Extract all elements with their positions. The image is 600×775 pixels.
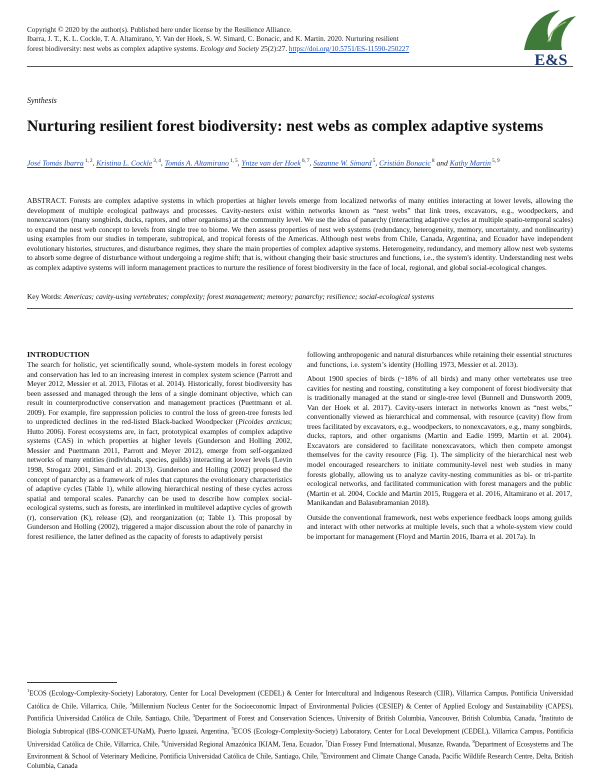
paragraph: Outside the conventional framework, nest webs experience feedback loops among guilds and interact with other networks at multiple levels, such that a whole-system view could be important for management (Floyd and Martin 2016, Ibarra et al. 2017a). In	[307, 512, 572, 541]
citation-header	[27, 26, 497, 54]
footnote-number: 7	[325, 738, 328, 744]
footnote-text: Instituto de Biología Subtropical (IBS-CONICET-UNaM), Puerto Iguazú, Argentina,	[27, 715, 573, 736]
author-name[interactable]: Tomás A. Altamirano	[164, 158, 229, 168]
section-label: Synthesis	[27, 96, 57, 105]
left-column	[27, 350, 292, 546]
footnote-number: 4	[538, 713, 542, 719]
author-list	[27, 156, 573, 169]
footnote-text: Dian Fossey Fund International, Musanze, Rwanda,	[327, 740, 473, 748]
keywords	[27, 292, 587, 302]
footnote-text: Environment and Climate Change Canada, Pacific Wildlife Research Centre, Delta, British Columbia, Canada	[27, 753, 573, 771]
author-name[interactable]: Suzanne W. Simard	[313, 158, 372, 168]
footnote-rule	[27, 682, 117, 683]
citation-line-2: forest biodiversity: nest webs as complex adaptive systems. Ecology and Society 25(2):27. https://doi.org/10.5751/ES-11590-250227	[27, 44, 410, 53]
author-separator: ,	[375, 158, 380, 168]
footnote-number: 6	[161, 738, 164, 744]
abstract: ABSTRACT. Forests are complex adaptive systems in which properties at higher levels emerge from localized networks of many entities interacting at lower levels, allowing the development of multiple ecological pathways and processes. Cavity-nesters exist within networks known as “nest webs” that link trees, excavators, e.g., woodpeckers, and nonexcavators (many songbirds, ducks, raptors, and other organisms) at the community level. We use the idea of panarchy (interacting adaptive cycles at multiple spatio-temporal scales) to expand the nest web concept to levels from single tree to biome. We then assess properties of nest web systems (redundancy, heterogeneity, memory, uncertainty, and nonlinearity) using examples from our studies in temperate, subtropical, and tropical forests of the Americas. Although nest webs from Chile, Canada, Argentina, and Ecuador have independent evolutionary histories, structures, and disturbance regimes, they share the main properties of complex adaptive systems. Heterogeneity, redundancy, and memory allow nest web systems to absorb some degree of disturbance without undergoing a regime shift; that is, without changing their basic structures and functions, i.e., the system's identity. Understanding nest webs as complex adaptive systems will inform management practices to nurture the resilience of forest biodiversity in the face of local, regional, and global social-ecological changes.	[27, 196, 573, 272]
author-affiliation-sup: 5	[371, 159, 376, 164]
footnote-text: ECOS (Ecology-Complexity-Society) Laboratory, Center for Local Development (CEDEL) & Center for Intercultural and Indigenous Research (CIIR), Villarrica Campus, Pontificia Universidad Católica de Chile, Villarrica, Chile,	[27, 690, 573, 710]
footnote-number: 9	[320, 751, 323, 757]
author-name[interactable]: José Tomás Ibarra	[27, 158, 84, 168]
footnote-number: 5	[231, 726, 234, 732]
intro-heading: INTRODUCTION	[27, 350, 90, 359]
copyright-line: Copyright © 2020 by the author(s). Published here under license by the Resilience Alliance.	[27, 26, 292, 34]
footnote-text: Millennium Nucleus Center for the Socioeconomic Impact of Environmental Policies (CESIEP) & Center of Applied Ecology and Sustainability (CAPES), Pontificia Universidad Católica de Chile, Santiago, Chile,	[27, 702, 574, 723]
article-title: Nurturing resilient forest biodiversity: nest webs as complex adaptive systems	[27, 118, 544, 135]
keywords-label: Key Words:	[27, 292, 64, 301]
author-separator: ,	[92, 158, 97, 168]
author-separator: ,	[160, 158, 165, 168]
footnote-number: 3	[192, 713, 195, 719]
footnote-number: 2	[129, 700, 133, 706]
citation-line: Ibarra, J. T., K. L. Cockle, T. A. Altamirano, Y. Van der Hoek, S. W. Simard, C. Bonacic, and K. Martin. 2020. Nurturing resilient	[27, 35, 399, 44]
author-affiliation-sup: 5, 9	[490, 159, 500, 164]
affiliations	[27, 686, 573, 771]
author-separator: ,	[309, 158, 314, 168]
footnote-text: Universidad Regional Amazónica IKIAM, Tena, Ecuador,	[163, 740, 326, 748]
keywords-value: Americas; cavity-using vertebrates; complexity; forest management; memory; panarchy; resilience; social-ecological systems	[63, 292, 435, 301]
doi-link[interactable]: https://doi.org/10.5751/ES-11590-250227	[288, 44, 410, 53]
author-name[interactable]: Yntze van der Hoek	[241, 158, 301, 168]
logo-text: E&S	[534, 52, 568, 68]
abstract-rule	[27, 308, 573, 309]
author-affiliation-sup: 1, 2	[83, 159, 93, 164]
author-separator: and	[434, 158, 450, 168]
author-name[interactable]: Cristián Bonacic	[379, 158, 431, 168]
footnote-number: 8	[472, 738, 475, 744]
footnote-text: Department of Forest and Conservation Sciences, University of British Columbia, Vancouver, British Columbia, Canada,	[194, 715, 539, 723]
journal-logo	[520, 6, 582, 68]
paragraph: following anthropogenic and natural disturbances while retaining their essential structures and functions, i.e. system’s identity (Holling 1973, Messier et al. 2013).	[307, 350, 572, 369]
right-column	[307, 350, 572, 546]
author-affiliation-sup: 3, 4	[152, 159, 161, 164]
author-name[interactable]: Kristina L. Cockle	[96, 158, 153, 168]
footnote-number: 1	[27, 688, 30, 693]
author-name[interactable]: Kathy Martin	[449, 158, 491, 168]
author-affiliation-sup: 1, 5	[228, 159, 238, 164]
paragraph: The search for holistic, yet scientifically sound, whole-system models in forest ecology and conservation has led to an increasing interest in complex system science (Parrott and Meyer 2012, Messier et al. 2013, Filotas et al. 2014). Historically, forest biodiversity has been assessed and managed through the lens of a single dominant objective, which can result in counterproductive conservation and management practices (Puettmann et al. 2009). For example, fire suppression policies to control the loss of green-tree forests led to unpredicted declines in the red-listed Black-backed Woodpecker (Picoides arcticus; Hutto 2006). Forest ecosystems are, in fact, prototypical examples of complex adaptive systems (CAS) in which properties at higher levels (Gunderson and Holling 2002, Messier and Puettmann 2011, Parrott and Meyer 2012), emerge from self-organized networks of many entities (individuals, species, guilds) interacting at lower levels (Levin 1998, Strogatz 2001, Simard et al. 2013). Gunderson and Holling (2002) proposed the concept of panarchy as a framework of rules that captures the evolutionary characteristics of adaptive cycles (Table 1), while allowing hierarchical nesting of these cycles across spatial and temporal scales. Panarchy can be used to describe how complex social-ecological systems, such as forests, are interlinked in multilevel adaptive cycles of growth (r), conservation (K), release (Ω), and reorganization (α; Table 1). This proposal by Gunderson and Holling (2002), triggered a major discussion about the role of panarchy in forest resilience, the latter defined as the capacity of forests to adaptively persist	[27, 360, 292, 541]
author-affiliation-sup: 8	[430, 159, 435, 164]
leaf-icon	[524, 10, 576, 50]
footnote-text: Department of Ecosystems and The Environment & School of Veterinary Medicine, Pontificia Universidad Católica de Chile, Santiago, Chile,	[27, 740, 573, 761]
paragraph: About 1900 species of birds (~18% of all birds) and many other vertebrates use tree cavities for nesting and roosting, constituting a key component of forest biodiversity that is traditionally managed at the stand or single-tree level (Bunnell and Dunsworth 2009, Van der Hoek et al. 2017). Cavity-users interact in networks known as “nest webs,” conventionally viewed as hierarchical and commensal, with resource (cavity) flow from trees facilitated by excavators, e.g., woodpeckers, to nonexcavators, e.g., many songbirds, ducks, raptors, and other organisms (Martin and Eadie 1999, Martin et al. 2004). Excavators are considered to facilitate nonexcavators, which then compete amongst themselves for the cavity resource (Fig. 1). The simplicity of the hierarchical nest web model encouraged researchers to initiate community-level nest web studies in many forests globally, allowing us to analyze cavity-nesting communities as bi- or tri-partite ecological networks, and facilitated communication with forest managers and the public (Martin et al. 2004, Cockle and Martin 2015, Ruggera et al. 2016, Altamirano et al. 2017, Manikandan and Balasubramanian 2018).	[307, 374, 572, 508]
author-affiliation-sup: 6, 7	[300, 159, 310, 164]
header-rule	[27, 66, 573, 67]
footnote-text: ECOS (Ecology-Complexity-Society) Laboratory, Center for Local Development (CEDEL), Villarrica Campus, Pontificia Universidad Católica de Chile, Villarrica, Chile,	[27, 728, 573, 748]
author-separator: ,	[237, 158, 242, 168]
